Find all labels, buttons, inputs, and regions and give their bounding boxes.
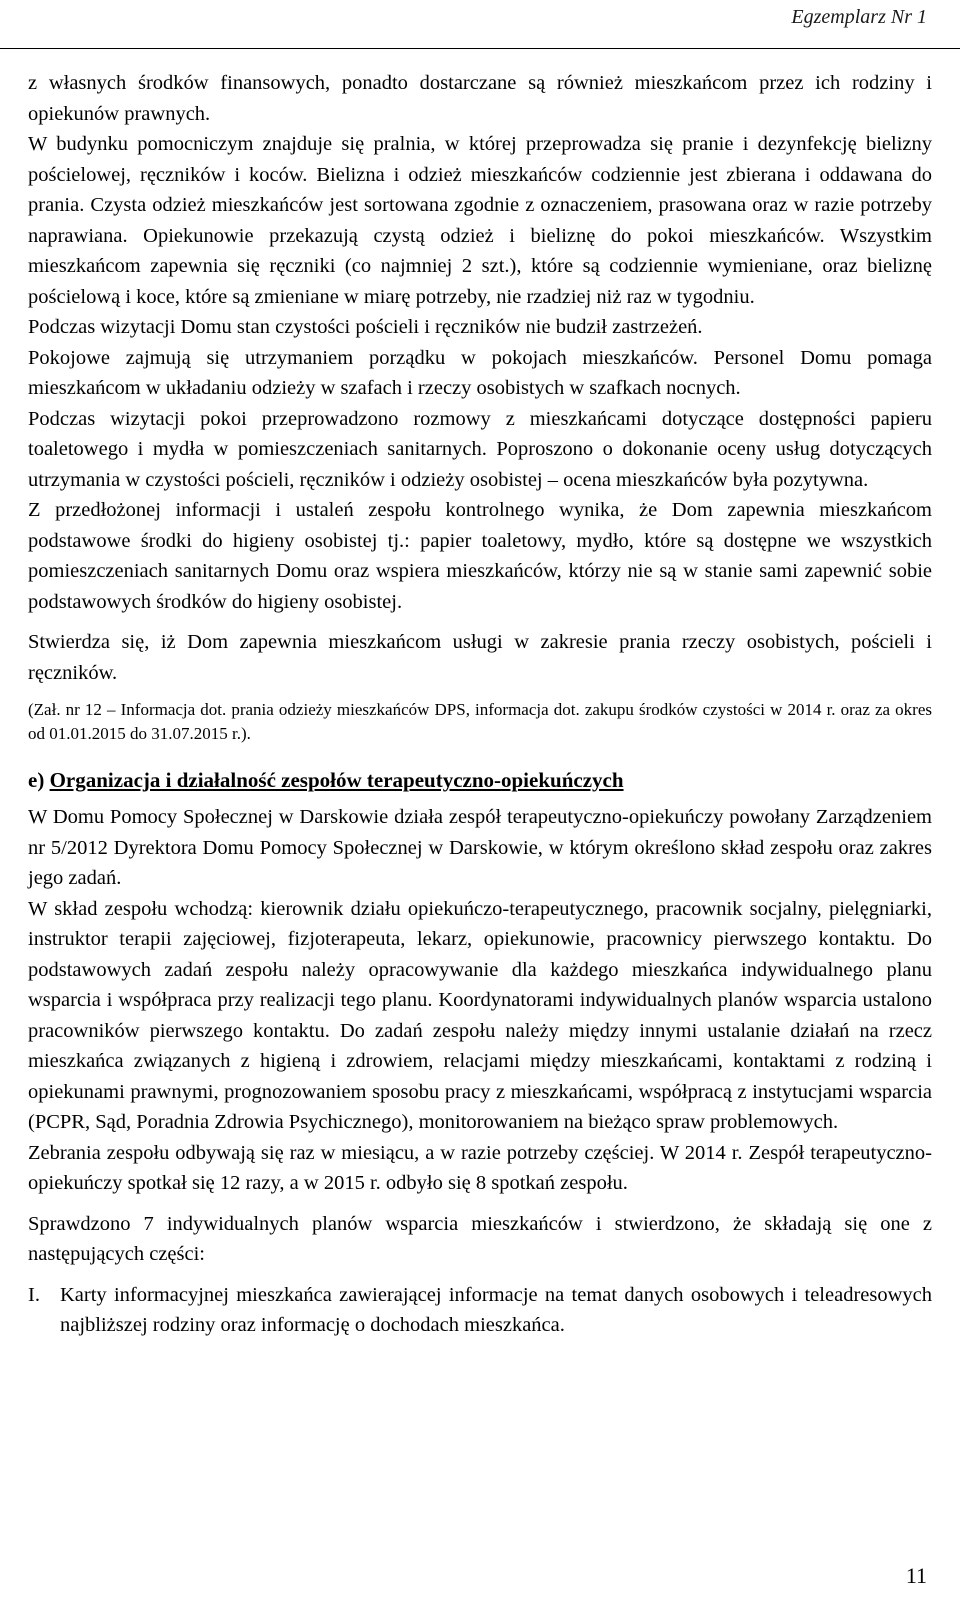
list-item <box>28 1280 932 1341</box>
section-prefix: e) <box>28 768 50 792</box>
header-divider <box>0 48 960 49</box>
list-item-number: I. <box>28 1283 40 1306</box>
paragraph: z własnych środków finansowych, ponadto dostarczane są również mieszkańcom przez ich rodziny i opiekunów prawnych. <box>28 72 932 125</box>
copy-label: Egzemplarz Nr 1 <box>791 6 927 28</box>
paragraph: Stwierdza się, iż Dom zapewnia mieszkańcom usługi w zakresie prania rzeczy osobistych, pościeli i ręczników. <box>28 631 932 684</box>
page-number: 11 <box>905 1563 927 1588</box>
paragraph: Podczas wizytacji pokoi przeprowadzono rozmowy z mieszkańcami dotyczące dostępności papieru toaletowego i mydła w pomieszczeniach sanitarnych. Poproszono o dokonanie oceny usług dotyczących utrzymania w czystości pościeli, ręczników i odzieży osobistej – ocena mieszkańców była pozytywna. <box>28 407 932 491</box>
document-body <box>28 68 932 1341</box>
paragraph: Pokojowe zajmują się utrzymaniem porządku w pokojach mieszkańców. Personel Domu pomaga mieszkańcom w układaniu odzieży w szafach i rzeczy osobistych w szafkach nocnych. <box>28 346 932 399</box>
attachment-note: (Zał. nr 12 – Informacja dot. prania odzieży mieszkańców DPS, informacja dot. zakupu środków czystości w 2014 r. oraz za okres od 01.01.2015 do 31.07.2015 r.). <box>28 700 932 743</box>
paragraph: W Domu Pomocy Społecznej w Darskowie działa zespół terapeutyczno-opiekuńczy powołany Zarządzeniem nr 5/2012 Dyrektora Domu Pomocy Społecznej w Darskowie, w którym określono skład zespołu oraz zakres jego zadań. <box>28 806 932 889</box>
paragraph: Sprawdzono 7 indywidualnych planów wsparcia mieszkańców i stwierdzono, że składają się one z następujących części: <box>28 1212 932 1265</box>
section-heading <box>28 764 932 796</box>
paragraph: W skład zespołu wchodzą: kierownik działu opiekuńczo-terapeutycznego, pracownik socjalny, pielęgniarki, instruktor terapii zajęciowej, fizjoterapeuta, lekarz, opiekunowie, pracownicy pierwszego kontaktu. Do podstawowych zadań zespołu należy opracowywanie dla każdego mieszkańca indywidualnego planu wsparcia i współpraca przy realizacji tego planu. Koordynatorami indywidualnych planów wsparcia ustalono pracowników pierwszego kontaktu. Do zadań zespołu należy między innymi ustalanie działań na rzecz mieszkańca związanych z higieną i zdrowiem, relacjami między mieszkańcami, kontaktami z rodziną i opiekunami prawnymi, prognozowaniem sposobu pracy z mieszkańcami, współpracą z instytucjami wsparcia (PCPR, Sąd, Poradnia Zdrowia Psychicznego), monitorowaniem na bieżąco spraw problemowych. <box>28 897 932 1133</box>
list-item-text: Karty informacyjnej mieszkańca zawierającej informacje na temat danych osobowych i teleadresowych najbliższej rodziny oraz informację o dochodach mieszkańca. <box>60 1283 932 1336</box>
section-title: Organizacja i działalność zespołów terapeutyczno-opiekuńczych <box>49 768 624 792</box>
paragraph: Z przedłożonej informacji i ustaleń zespołu kontrolnego wynika, że Dom zapewnia mieszkańcom podstawowe środki do higieny osobistej tj.: papier toaletowy, mydło, które są dostępne we wszystkich pomieszczeniach sanitarnych Domu oraz wspiera mieszkańców, którzy nie są w stanie sami zapewnić sobie podstawowych środków do higieny osobistej. <box>28 499 932 613</box>
paragraph: Podczas wizytacji Domu stan czystości pościeli i ręczników nie budził zastrzeżeń. <box>28 316 703 338</box>
paragraph: Zebrania zespołu odbywają się raz w miesiącu, a w razie potrzeby częściej. W 2014 r. Zespół terapeutyczno-opiekuńczy spotkał się 12 razy, a w 2015 r. odbyło się 8 spotkań zespołu. <box>28 1141 932 1194</box>
paragraph: W budynku pomocniczym znajduje się pralnia, w której przeprowadza się pranie i dezynfekcję bielizny pościelowej, ręczników i koców. Bielizna i odzież mieszkańców codziennie jest zbierana i oddawana do prania. Czysta odzież mieszkańców jest sortowana zgodnie z oznaczeniem, prasowana oraz w razie potrzeby naprawiana. Opiekunowie przekazują czystą odzież i bieliznę do pokoi mieszkańców. Wszystkim mieszkańcom zapewnia się ręczniki (co najmniej 2 szt.), które są codziennie wymieniane, oraz bieliznę pościelową i koce, które są zmieniane w miarę potrzeby, nie rzadziej niż raz w tygodniu. <box>28 133 932 308</box>
